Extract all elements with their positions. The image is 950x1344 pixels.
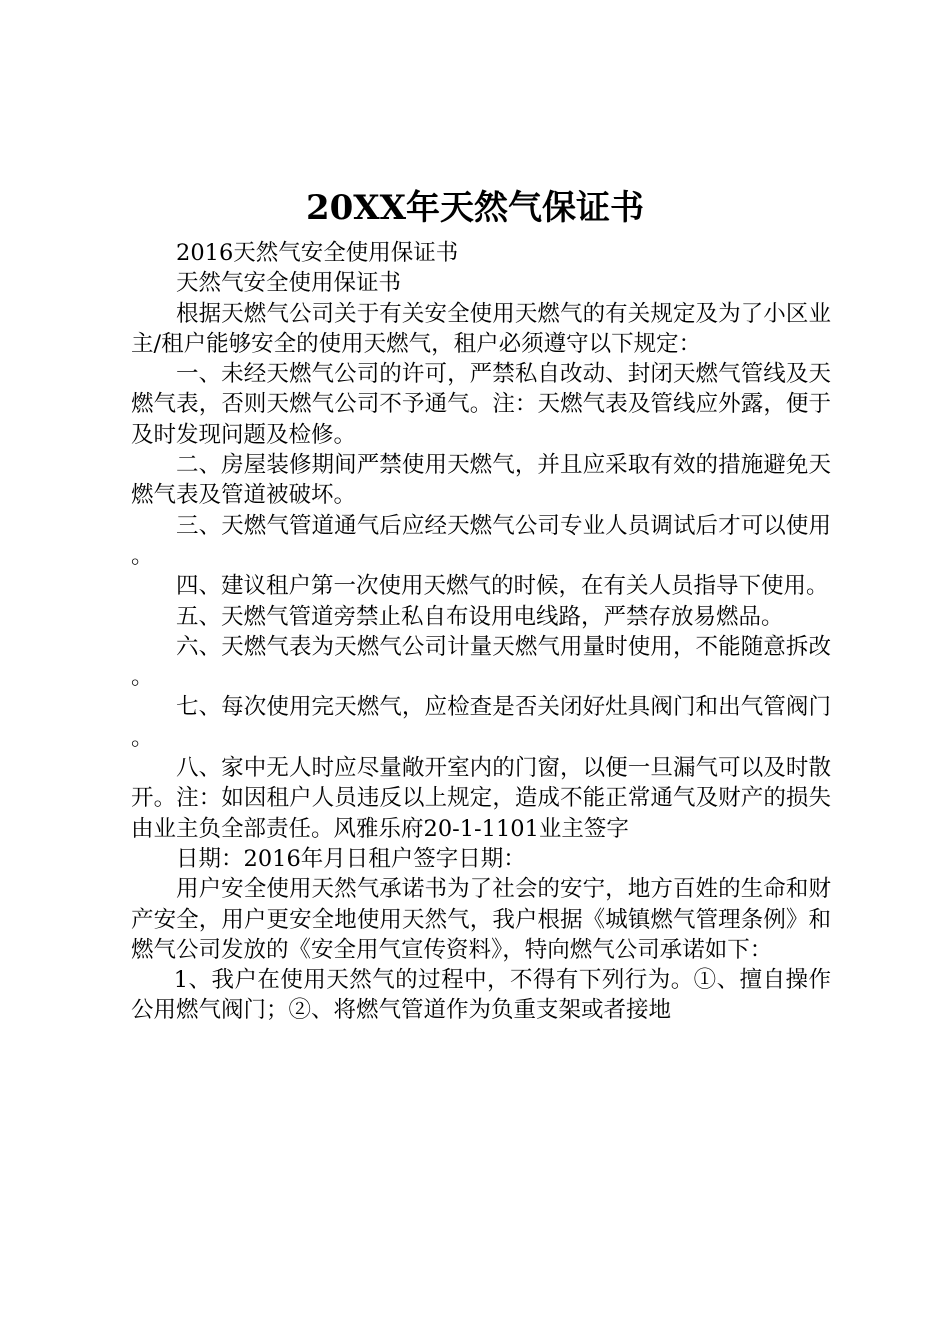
paragraph-rule-3: 三、天燃气管道通气后应经天燃气公司专业人员调试后才可以使用。 xyxy=(131,512,831,569)
paragraph-rule-4: 四、建议租户第一次使用天燃气的时候，在有关人员指导下使用。 xyxy=(176,573,829,600)
paragraph-rule-1: 一、未经天燃气公司的许可，严禁私自改动、封闭天燃气管线及天燃气表，否则天燃气公司不予通气。注：天燃气表及管线应外露，便于及时发现问题及检修。 xyxy=(131,361,831,448)
paragraph-rule-7: 七、每次使用完天燃气，应检查是否关闭好灶具阀门和出气管阀门。 xyxy=(131,694,831,751)
document-body xyxy=(131,238,831,1026)
paragraph-subtitle: 天然气安全使用保证书 xyxy=(176,270,402,297)
paragraph-rule-6: 六、天燃气表为天燃气公司计量天燃气用量时使用，不能随意拆改。 xyxy=(131,633,831,691)
paragraph-rule-8: 八、家中无人时应尽量敞开室内的门窗，以便一旦漏气可以及时散开。注：如因租户人员违反以上规定，造成不能正常通气及财产的损失由业主负全部责任。风雅乐府20-1-1101业主签字 xyxy=(131,755,831,842)
paragraph-date-line: 日期：2016年月日租户签字日期： xyxy=(176,845,526,872)
paragraph-rule-5: 五、天燃气管道旁禁止私自布设用电线路，严禁存放易燃品。 xyxy=(176,603,784,630)
paragraph-subtitle-2016: 2016天然气安全使用保证书 xyxy=(176,240,459,266)
paragraph-commitment-item-1: 1、我户在使用天然气的过程中，不得有下列行为。①、擅自操作公用燃气阀门；②、将燃气管道作为负重支架或者接地 xyxy=(131,967,831,1024)
paragraph-commitment: 用户安全使用天然气承诺书为了社会的安宁，地方百姓的生命和财产安全，用户更安全地使用天然气，我户根据《城镇燃气管理条例》和燃气公司发放的《安全用气宣传资料》，特向燃气公司承诺如下： xyxy=(131,876,831,963)
paragraph-rule-2: 二、房屋装修期间严禁使用天燃气，并且应采取有效的措施避免天燃气表及管道被破坏。 xyxy=(131,452,831,509)
paragraph-intro: 根据天燃气公司关于有关安全使用天燃气的有关规定及为了小区业主/租户能够安全的使用天燃气，租户必须遵守以下规定： xyxy=(131,300,831,357)
document-title: 20XX年天然气保证书 xyxy=(305,188,645,228)
